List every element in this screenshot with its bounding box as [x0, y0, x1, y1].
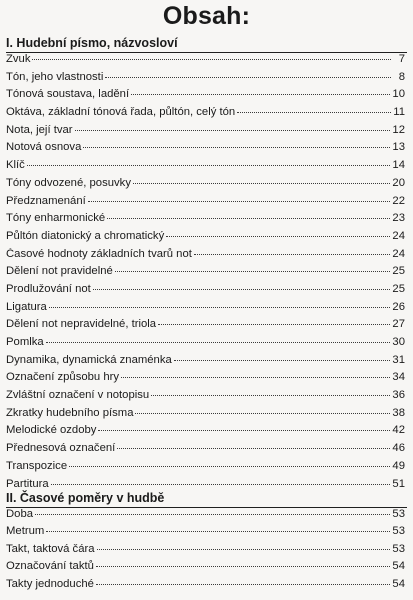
- toc-entry: [6, 407, 405, 425]
- dot-leader: [117, 448, 390, 449]
- toc-entry-page-number: 46: [392, 442, 405, 455]
- toc-entry-label: Předznamenání: [6, 194, 86, 207]
- toc-entry-page-number: 25: [392, 265, 405, 278]
- toc-entry: [6, 318, 405, 336]
- toc-entry-page-number: 42: [392, 424, 405, 437]
- toc-title: Obsah:: [162, 2, 251, 30]
- toc-entry: [6, 88, 405, 106]
- toc-entry-label: Dynamika, dynamická znaménka: [6, 353, 172, 366]
- dot-leader: [96, 566, 391, 567]
- dot-leader: [75, 130, 391, 131]
- toc-entry-label: Přednesová označení: [6, 442, 116, 455]
- toc-entry-label: Tónová soustava, ladění: [6, 88, 130, 101]
- dot-leader: [158, 324, 390, 325]
- toc-entry: [6, 460, 405, 478]
- toc-entry: [6, 354, 405, 372]
- toc-entry-page-number: 36: [392, 389, 405, 402]
- toc-entry-label: Tón, jeho vlastnosti: [6, 70, 104, 83]
- toc-entry-page-number: 25: [392, 282, 405, 295]
- toc-entry-page-number: 54: [392, 577, 405, 590]
- toc-entry-label: Tóny enharmonické: [6, 212, 106, 225]
- toc-entry: [6, 424, 405, 442]
- toc-entry-page-number: 31: [392, 353, 405, 366]
- dot-leader: [46, 342, 391, 343]
- dot-leader: [131, 94, 390, 95]
- dot-leader: [105, 77, 391, 78]
- dot-leader: [51, 484, 391, 485]
- dot-leader: [107, 218, 390, 219]
- dot-leader: [97, 549, 391, 550]
- dot-leader: [194, 254, 391, 255]
- toc-entry: [6, 336, 405, 354]
- toc-entry-page-number: 10: [392, 88, 405, 101]
- dot-leader: [96, 584, 390, 585]
- dot-leader: [115, 271, 391, 272]
- toc-entry-page-number: 24: [392, 247, 405, 260]
- toc-entry-label: Označování taktů: [6, 560, 94, 573]
- toc-entry-label: Doba: [6, 508, 34, 520]
- toc-entry-page-number: 49: [392, 459, 405, 472]
- dot-leader: [237, 112, 391, 113]
- toc-entry-label: Dělení not nepravidelné, triola: [6, 318, 157, 331]
- toc-entry-label: Půltón diatonický a chromatický: [6, 229, 165, 242]
- toc-entry-label: Transpozice: [6, 459, 68, 472]
- toc-entry: [6, 371, 405, 389]
- toc-entry: [6, 578, 405, 595]
- toc-entry-page-number: 22: [392, 194, 405, 207]
- toc-entry-label: Zkratky hudebního písma: [6, 406, 134, 419]
- toc-entry-label: Takt, taktová čára: [6, 542, 95, 555]
- dot-leader: [133, 183, 390, 184]
- toc-entry-page-number: 14: [392, 159, 405, 172]
- toc-entry: [6, 212, 405, 230]
- toc-entry-page-number: 38: [392, 406, 405, 419]
- toc-entry-page-number: 26: [392, 300, 405, 313]
- toc-entry: [6, 248, 405, 266]
- toc-entry-page-number: 24: [392, 229, 405, 242]
- toc-entry-label: Takty jednoduché: [6, 577, 94, 590]
- toc-entry-page-number: 54: [392, 560, 405, 573]
- dot-leader: [27, 165, 391, 166]
- dot-leader: [135, 413, 390, 414]
- toc-entry-page-number: 53: [392, 525, 405, 538]
- toc-entry: [6, 195, 405, 213]
- dot-leader: [49, 307, 391, 308]
- toc-entry-label: Ligatura: [6, 300, 47, 313]
- dot-leader: [174, 360, 391, 361]
- toc-entry-page-number: 23: [392, 212, 405, 225]
- toc-entry-page-number: 12: [392, 123, 405, 136]
- toc-entry: [6, 283, 405, 301]
- dot-leader: [83, 147, 390, 148]
- dot-leader: [121, 377, 390, 378]
- section-1-list: [6, 53, 405, 495]
- toc-entry-label: Zvláštní označení v notopisu: [6, 389, 150, 402]
- toc-entry-label: Prodlužování not: [6, 282, 91, 295]
- toc-entry: [6, 389, 405, 407]
- toc-entry: [6, 525, 405, 542]
- dot-leader: [151, 395, 390, 396]
- section-1-heading: I. Hudební písmo, názvosloví: [6, 36, 178, 50]
- toc-entry-page-number: 13: [392, 141, 405, 154]
- toc-entry: [6, 159, 405, 177]
- toc-entry: [6, 543, 405, 560]
- toc-entry: [6, 230, 405, 248]
- toc-entry: [6, 508, 405, 525]
- toc-entry: [6, 53, 405, 71]
- section-2-heading: II. Časové poměry v hudbě: [6, 491, 165, 505]
- toc-entry-label: Nota, její tvar: [6, 123, 73, 136]
- toc-entry-page-number: 20: [392, 176, 405, 189]
- toc-entry-page-number: 51: [392, 477, 405, 490]
- toc-entry-label: Notová osnova: [6, 141, 82, 154]
- toc-entry-label: Pomlka: [6, 336, 44, 348]
- toc-entry: [6, 177, 405, 195]
- toc-entry-label: Označení způsobu hry: [6, 371, 120, 384]
- toc-entry: [6, 71, 405, 89]
- toc-entry-page-number: 7: [398, 53, 405, 65]
- toc-entry-page-number: 34: [392, 371, 405, 384]
- toc-entry-label: Tóny odvozené, posuvky: [6, 176, 131, 189]
- toc-entry-label: Zvuk: [6, 53, 31, 65]
- dot-leader: [32, 59, 391, 60]
- dot-leader: [69, 466, 390, 467]
- toc-entry-label: Dělení not pravidelné: [6, 265, 113, 278]
- toc-entry: [6, 124, 405, 142]
- toc-entry-page-number: 11: [393, 106, 405, 119]
- toc-entry-label: Časové hodnoty základních tvarů not: [6, 247, 192, 260]
- section-2-list: [6, 508, 405, 595]
- toc-entry: [6, 301, 405, 319]
- toc-entry: [6, 442, 405, 460]
- toc-entry-label: Metrum: [6, 525, 45, 538]
- toc-entry-label: Melodické ozdoby: [6, 424, 97, 437]
- toc-entry: [6, 560, 405, 577]
- toc-entry-page-number: 30: [392, 336, 405, 348]
- toc-entry-page-number: 53: [392, 542, 405, 555]
- dot-leader: [93, 289, 391, 290]
- toc-entry-label: Klíč: [6, 159, 25, 172]
- dot-leader: [46, 531, 390, 532]
- toc-entry: [6, 265, 405, 283]
- toc-entry-page-number: 27: [392, 318, 405, 331]
- dot-leader: [166, 236, 390, 237]
- toc-entry-label: Oktáva, základní tónová řada, půltón, celý tón: [6, 106, 236, 119]
- dot-leader: [35, 514, 390, 515]
- dot-leader: [98, 430, 390, 431]
- toc-entry-page-number: 8: [398, 70, 405, 83]
- toc-entry-page-number: 53: [392, 508, 405, 520]
- dot-leader: [88, 201, 391, 202]
- toc-entry: [6, 106, 405, 124]
- toc-entry: [6, 141, 405, 159]
- toc-entry-label: Partitura: [6, 477, 49, 490]
